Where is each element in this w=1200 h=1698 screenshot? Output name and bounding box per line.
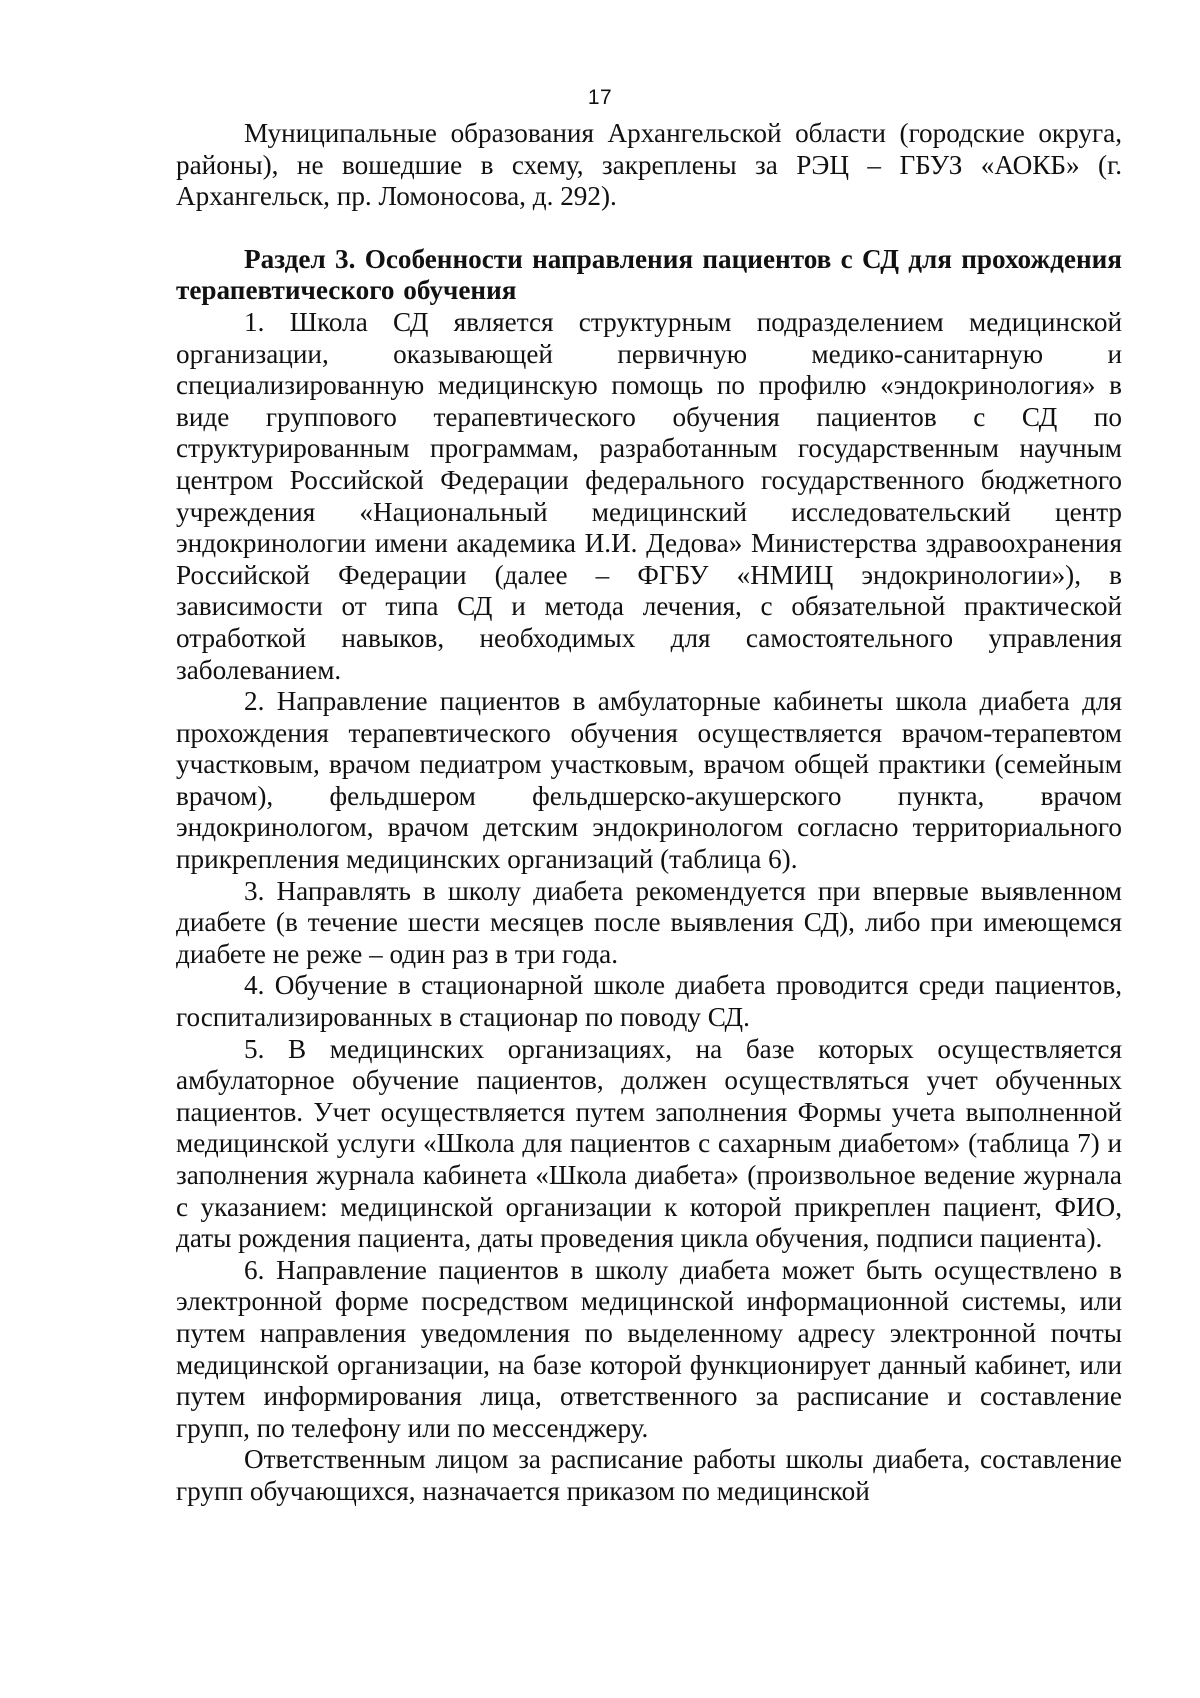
- page-number: 17: [587, 86, 613, 109]
- document-body: [176, 118, 1122, 1508]
- paragraph-item-5: 5. В медицинских организациях, на базе которых осуществляется амбулаторное обучение пациентов, должен осуществляться учет обученных пациентов. Учет осуществляется путем заполнения Формы учета выполненной медицинской услуги «Школа для пациентов с сахарным диабетом» (таблица 7) и заполнения журнала кабинета «Школа диабета» (произвольное ведение журнала с указанием: медицинской организации к которой прикреплен пациент, ФИО, даты рождения пациента, даты проведения цикла обучения, подписи пациента).: [176, 1033, 1122, 1254]
- paragraph-responsible-person: Ответственным лицом за расписание работы школы диабета, составление групп обучающихся, назначается приказом по медицинской: [176, 1444, 1122, 1506]
- paragraph-item-3: 3. Направлять в школу диабета рекомендуется при впервые выявленном диабете (в течение шести месяцев после выявления СД), либо при имеющемся диабете не реже – один раз в три года.: [176, 875, 1122, 969]
- paragraph-item-1: 1. Школа СД является структурным подразделением медицинской организации, оказывающей первичную медико-санитарную и специализированную медицинскую помощь по профилю «эндокринология» в виде группового терапевтического обучения пациентов с СД по структурированным программам, разработанным государственным научным центром Российской Федерации федерального государственного бюджетного учреждения «Национальный медицинский исследовательский центр эндокринологии имени академика И.И. Дедова» Министерства здравоохранения Российской Федерации (далее – ФГБУ «НМИЦ эндокринологии»), в зависимости от типа СД и метода лечения, с обязательной практической отработкой навыков, необходимых для самостоятельного управления заболеванием.: [176, 306, 1122, 685]
- paragraph-item-6: 6. Направление пациентов в школу диабета может быть осуществлено в электронной форме посредством медицинской информационной системы, или путем направления уведомления по выделенному адресу электронной почты медицинской организации, на базе которой функционирует данный кабинет, или путем информирования лица, ответственного за расписание и составление групп, по телефону или по мессенджеру.: [176, 1254, 1122, 1443]
- section-heading: Раздел 3. Особенности направления пациентов с СД для прохождения терапевтического обучения: [176, 243, 1122, 306]
- paragraph-item-4: 4. Обучение в стационарной школе диабета проводится среди пациентов, госпитализированных в стационар по поводу СД.: [176, 970, 1122, 1033]
- paragraph-municipalities: Муниципальные образования Архангельской области (городские округа, районы), не вошедшие в схему, закреплены за РЭЦ – ГБУЗ «АОКБ» (г. Архангельск, пр. Ломоносова, д. 292).: [176, 118, 1122, 212]
- paragraph-item-2: 2. Направление пациентов в амбулаторные кабинеты школа диабета для прохождения терапевтического обучения осуществляется врачом-терапевтом участковым, врачом педиатром участковым, врачом общей практики (семейным врачом), фельдшером фельдшерско-акушерского пункта, врачом эндокринологом, врачом детским эндокринологом согласно территориального прикрепления медицинских организаций (таблица 6).: [176, 686, 1122, 875]
